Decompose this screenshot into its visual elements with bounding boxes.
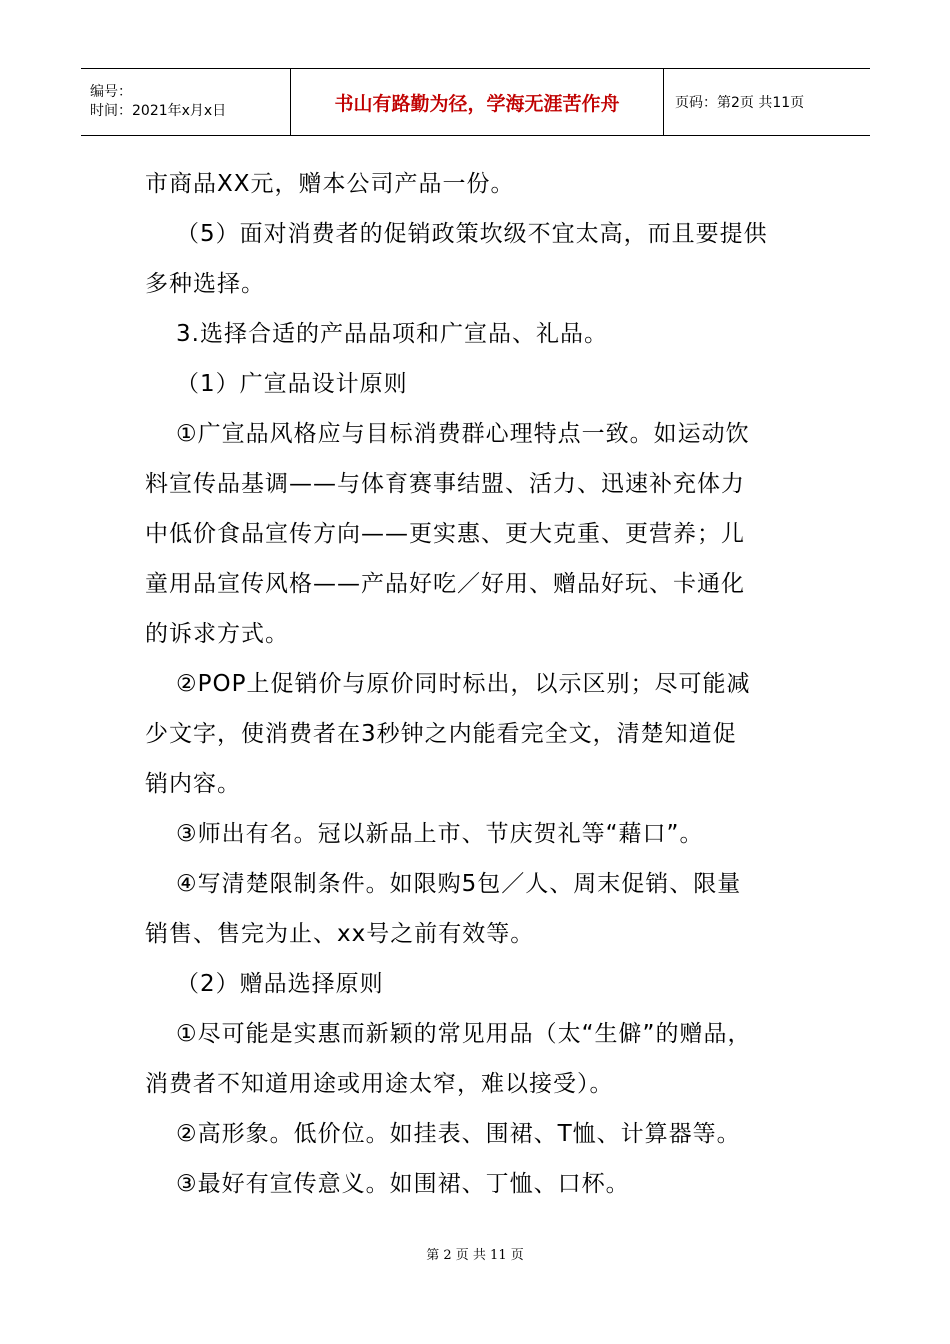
header-motto: 书山有路勤为径，学海无涯苦作舟 xyxy=(291,69,664,136)
body-line: 童用品宣传风格——产品好吃／好用、赠品好玩、卡通化 xyxy=(145,571,745,597)
body-line: 料宣传品基调——与体育赛事结盟、活力、迅速补充体力 xyxy=(145,471,745,497)
page-footer: 第 2 页 共 11 页 xyxy=(426,1248,524,1263)
body-line: ②POP上促销价与原价同时标出，以示区别；尽可能减 xyxy=(176,671,751,697)
subsection-heading: （2）赠品选择原则 xyxy=(176,971,384,997)
document-time-label: 时间：2021年x月x日 xyxy=(90,103,227,119)
header-page-info: 页码：第2页 共11页 xyxy=(664,69,871,136)
body-line: ④写清楚限制条件。如限购5包／人、周末促销、限量 xyxy=(176,871,742,897)
body-line: ③最好有宣传意义。如围裙、丁恤、口杯。 xyxy=(176,1171,630,1197)
section-heading: 3.选择合适的产品品项和广宣品、礼品。 xyxy=(176,321,608,347)
body-line: 少文字，使消费者在3秒钟之内能看完全文，清楚知道促 xyxy=(145,721,737,747)
body-line: 市商品XX元，赠本公司产品一份。 xyxy=(145,171,515,197)
page-header xyxy=(81,68,870,136)
document-number-label: 编号： xyxy=(90,84,132,100)
body-line: ②高形象。低价位。如挂表、围裙、T恤、计算器等。 xyxy=(176,1121,741,1147)
body-line: 销内容。 xyxy=(145,771,241,797)
body-line: ①广宣品风格应与目标消费群心理特点一致。如运动饮 xyxy=(176,421,750,447)
body-line: 销售、售完为止、xx号之前有效等。 xyxy=(145,921,535,947)
body-line: 的诉求方式。 xyxy=(145,621,289,647)
body-line: 多种选择。 xyxy=(145,271,265,297)
body-line: ①尽可能是实惠而新颖的常见用品（太“生僻”的赠品， xyxy=(176,1021,752,1047)
body-line: （5）面对消费者的促销政策坎级不宜太高，而且要提供 xyxy=(176,221,768,247)
subsection-heading: （1）广宣品设计原则 xyxy=(176,371,408,397)
header-meta xyxy=(81,69,291,136)
document-body xyxy=(145,159,815,1209)
body-line: 中低价食品宣传方向——更实惠、更大克重、更营养；儿 xyxy=(145,521,745,547)
body-line: ③师出有名。冠以新品上市、节庆贺礼等“藉口”。 xyxy=(176,821,704,847)
body-line: 消费者不知道用途或用途太窄，难以接受）。 xyxy=(145,1071,614,1097)
